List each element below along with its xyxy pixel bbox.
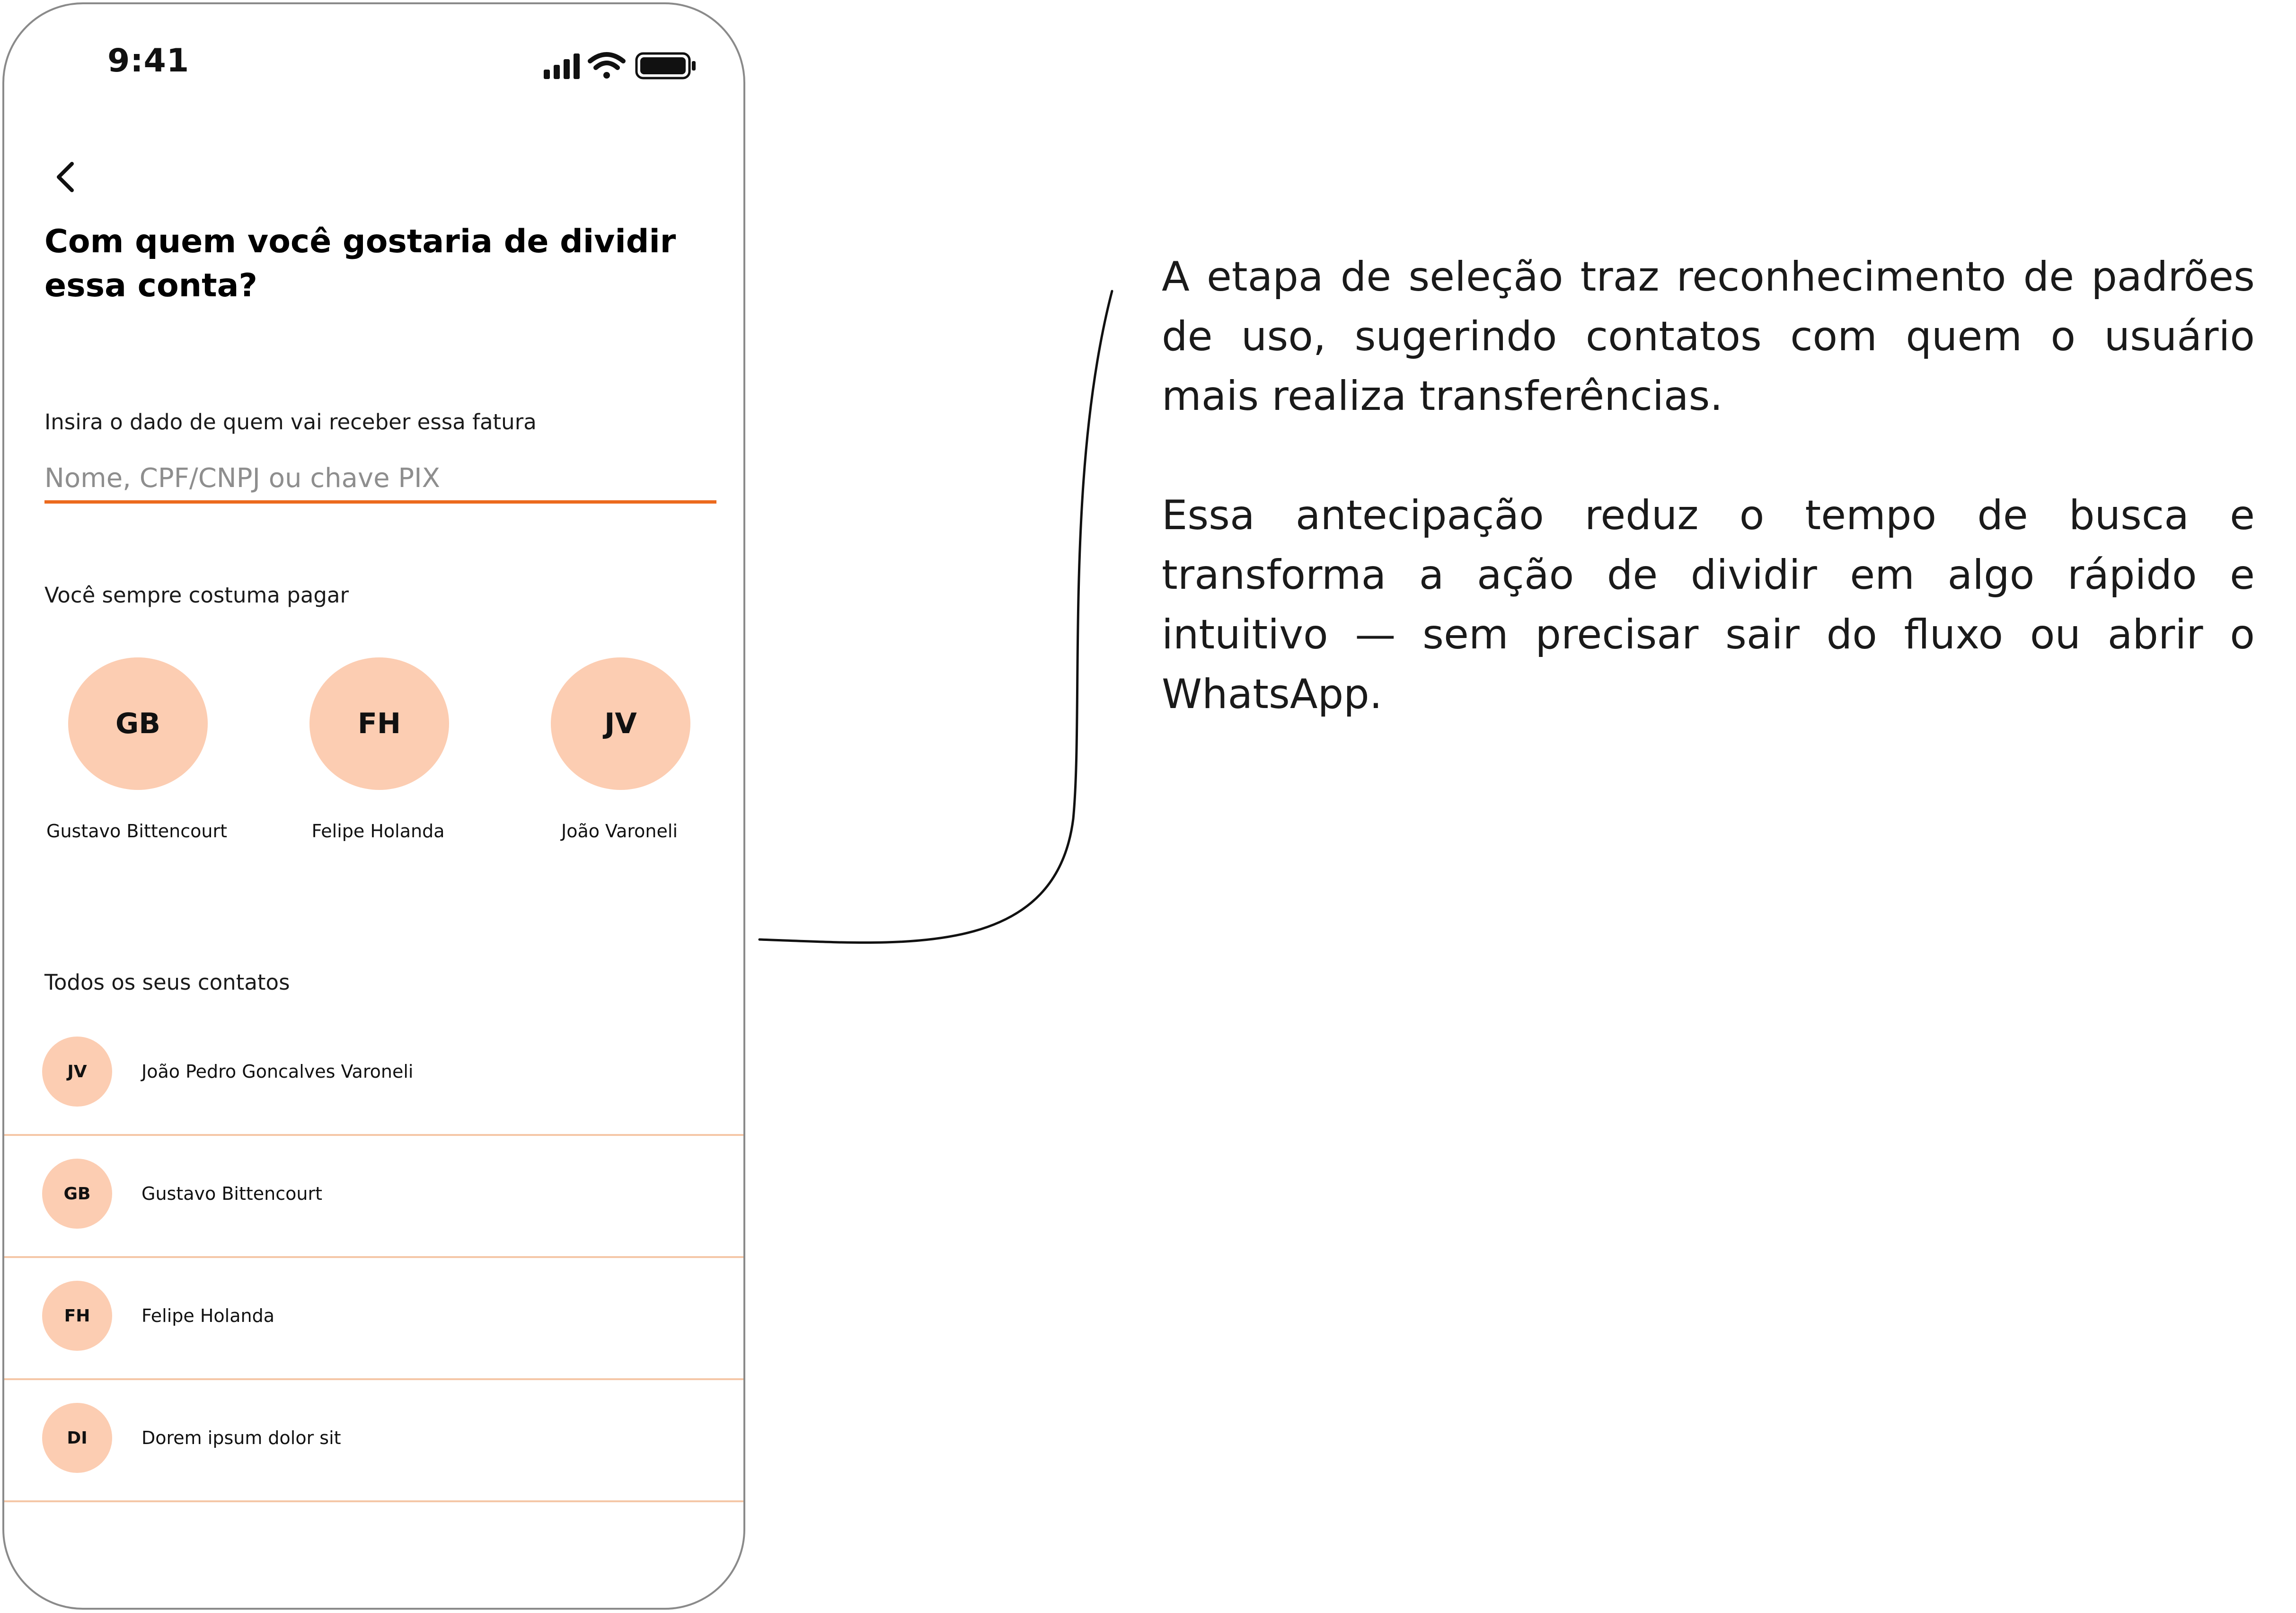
phone-frame (2, 2, 745, 1610)
avatar: FH (42, 1281, 112, 1351)
frequent-contact-name: Felipe Holanda (311, 821, 445, 842)
wifi-icon (590, 54, 623, 79)
contact-row[interactable] (4, 1136, 745, 1258)
contact-row[interactable] (4, 1258, 745, 1380)
contact-row[interactable] (4, 1014, 745, 1136)
contact-row[interactable] (4, 1380, 745, 1502)
contact-name: Felipe Holanda (141, 1305, 275, 1326)
contact-name: Gustavo Bittencourt (141, 1183, 322, 1204)
avatar: GB (42, 1159, 112, 1229)
avatar: FH (309, 657, 449, 790)
frequent-contact-name: João Varoneli (561, 821, 678, 842)
all-contacts-label: Todos os seus contatos (44, 970, 290, 995)
frequent-contact-joao[interactable] (520, 657, 719, 856)
search-input[interactable] (44, 456, 716, 504)
search-input-label: Insira o dado de quem vai receber essa fatura (44, 409, 537, 434)
page-title: Com quem você gostaria de dividir essa conta? (44, 223, 676, 304)
contact-name: João Pedro Goncalves Varoneli (141, 1061, 414, 1082)
annotation-paragraph-2: Essa antecipação reduz o tempo de busca e transforma a ação de dividir em algo rápido e intuitivo — sem precisar sair do fluxo ou abrir o WhatsApp. (1162, 492, 2255, 718)
avatar: JV (551, 657, 690, 790)
contact-name: Dorem ipsum dolor sit (141, 1427, 341, 1448)
frequent-contact-name: Gustavo Bittencourt (46, 821, 227, 842)
avatar: GB (68, 657, 208, 790)
back-button[interactable] (49, 158, 82, 196)
frequent-contact-felipe[interactable] (279, 657, 477, 856)
annotation-paragraph-1: A etapa de seleção traz reconhecimento de padrões de uso, sugerindo contatos com quem o usuário mais realiza transferências. (1162, 253, 2255, 420)
frequent-contact-gustavo[interactable] (37, 657, 236, 856)
battery-icon (636, 53, 696, 78)
frequent-contacts-label: Você sempre costuma pagar (44, 583, 349, 608)
cellular-signal-icon (544, 53, 580, 79)
status-icons (544, 51, 700, 81)
status-time: 9:41 (107, 42, 190, 80)
chevron-left-icon (49, 158, 82, 196)
annotation-text (1162, 247, 2255, 784)
avatar: JV (42, 1037, 112, 1107)
avatar: DI (42, 1403, 112, 1473)
